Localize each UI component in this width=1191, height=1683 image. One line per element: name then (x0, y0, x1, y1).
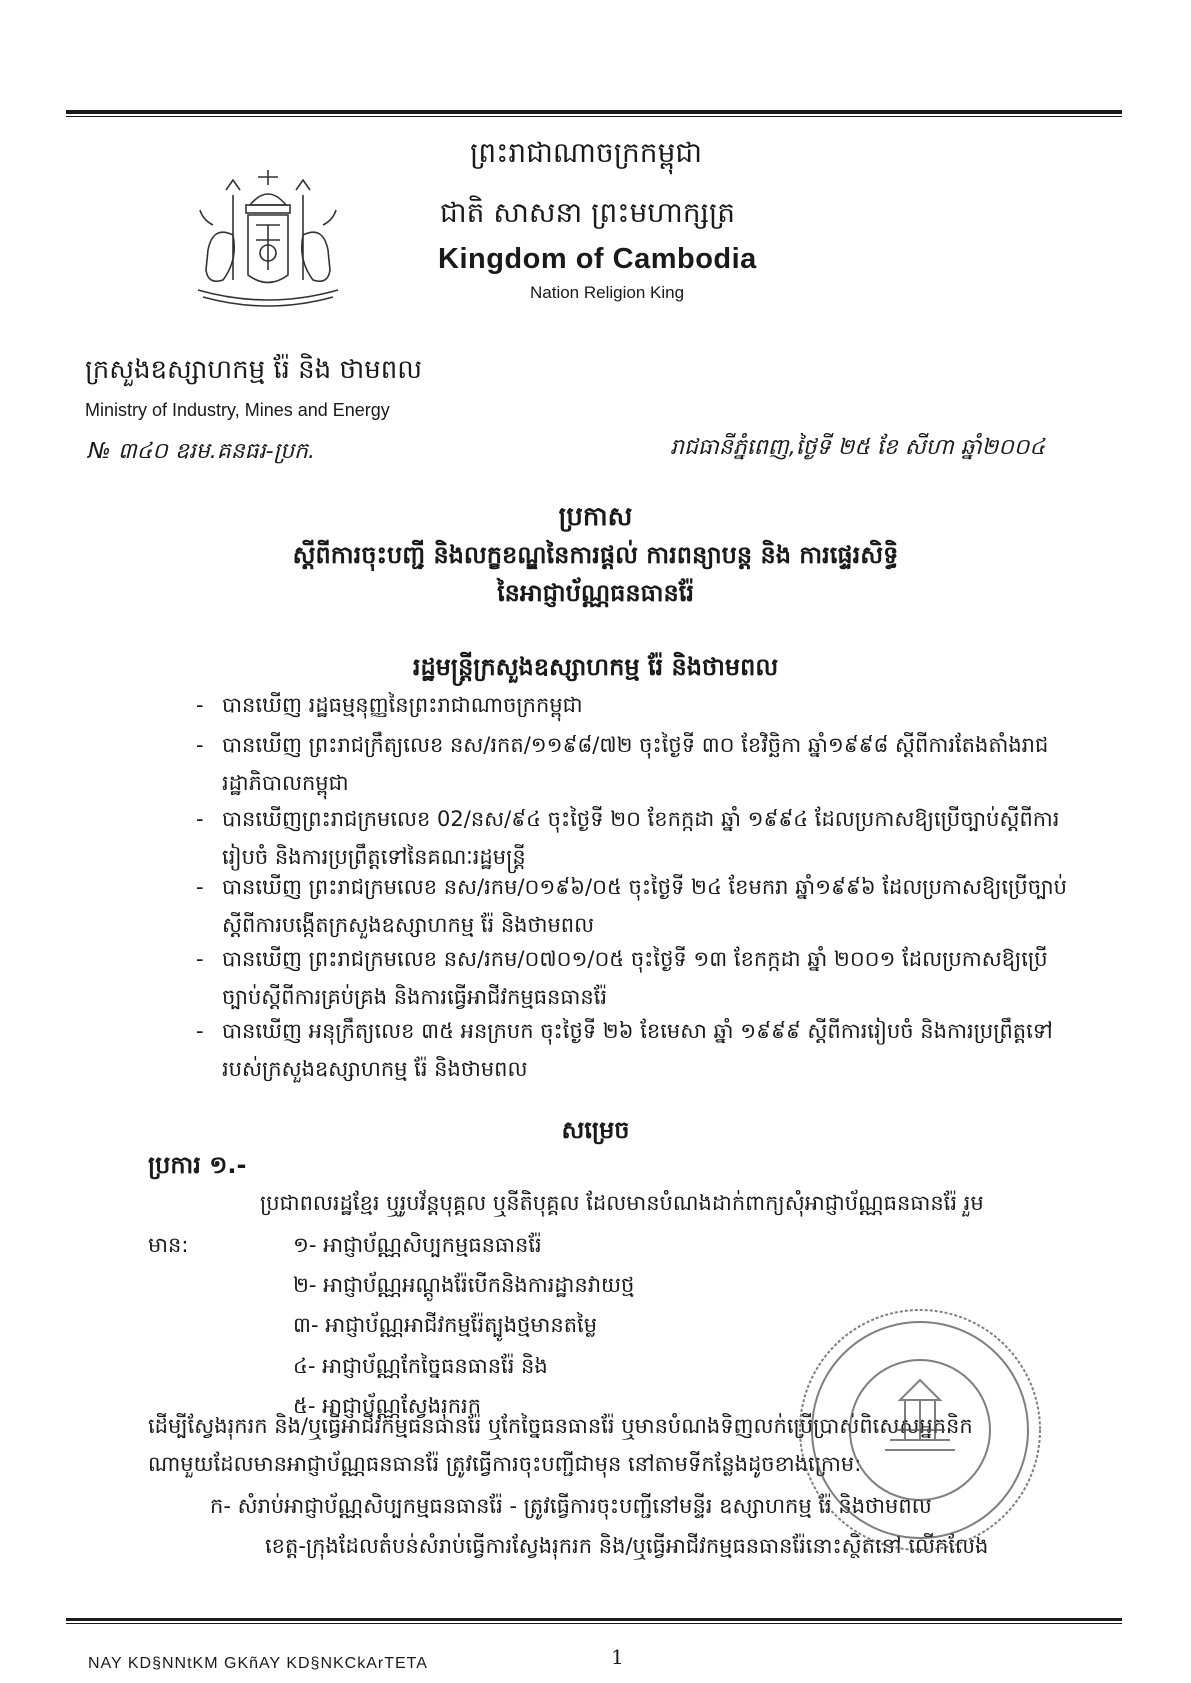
visa-text: បានឃើញ ព្រះរាជក្រឹត្យលេខ នស/រកត/១១៩៨/៧២ ចុះថ្ងៃទី ៣០ ខែវិច្ឆិកា ឆ្នាំ១៩៩៨ ស្ដីពីការតែងតាំងរាជរដ្ឋាភិបាលកម្ពុជា (222, 733, 1049, 795)
item-ka-line-1: ក- សំរាប់អាជ្ញាប័ណ្ណសិប្បកម្មធនធានរ៉ែ - ត្រូវធ្វើការចុះបញ្ជីនៅមន្ទីរ ឧស្សាហកម្ម រ៉ែ និងថាមពល (210, 1494, 932, 1518)
reference-number: № ៣៤០ ឧរម.គនធរ-ប្រក. (88, 439, 316, 464)
item-ka-line-2: ខេត្ត-ក្រុងដែលតំបន់សំរាប់ធ្វើការស្វែងរុករក និង/ឬធ្វើអាជីវកម្មធនធានរ៉ែនោះស្ថិតនៅ លើកលែង (265, 1534, 989, 1558)
list-dash: - (196, 733, 204, 757)
issue-date: រាជធានីភ្នំពេញ,ថ្ងៃទី ២៥ ខែ សីហា ឆ្នាំ២០០៤ (670, 435, 1045, 460)
list-dash: - (196, 947, 204, 971)
page-number: 1 (611, 1645, 624, 1669)
visa-text: បានឃើញ រដ្ឋធម្មនុញ្ញនៃព្រះរាជាណាចក្រកម្ពុជា (222, 693, 583, 717)
license-item: ៣- អាជ្ញាប័ណ្ណអាជីវកម្មរ៉ែត្បូងថ្មមានតម្លៃ (293, 1313, 598, 1337)
top-rule-thin (66, 116, 1122, 117)
kingdom-name-khmer: ព្រះរាជាណាចក្រកម្ពុជា (470, 136, 703, 169)
visa-text: បានឃើញព្រះរាជក្រមលេខ 02/នស/៩៤ ចុះថ្ងៃទី ២០ ខែកក្កដា ឆ្នាំ ១៩៩៤ ដែលប្រកាសឱ្យប្រើច្បាប់ស្ដីពីការរៀបចំ និងការប្រព្រឹត្តទៅនៃគណៈរដ្ឋមន្ត្រី (222, 807, 1060, 869)
license-item: ១- អាជ្ញាប័ណ្ណសិប្បកម្មធនធានរ៉ែ (293, 1233, 542, 1257)
document-type-title: ប្រកាស (558, 502, 633, 532)
list-dash: - (196, 875, 204, 899)
visa-item (196, 726, 1072, 802)
list-dash: - (196, 693, 204, 717)
license-item: ៤- អាជ្ញាប័ណ្ណកែច្នៃធនធានរ៉ែ និង (293, 1354, 548, 1378)
royal-coat-of-arms-emblem (188, 165, 348, 315)
ministry-name-english: Ministry of Industry, Mines and Energy (85, 400, 390, 420)
visa-item (196, 686, 1072, 724)
visa-text: បានឃើញ អនុក្រឹត្យលេខ ៣៥ អនក្របក ចុះថ្ងៃទី ២៦ ខែមេសា ឆ្នាំ ១៩៩៩ ស្ដីពីការរៀបចំ និងការប្រព្រឹត្តទៅរបស់ក្រសួងឧស្សាហកម្ម រ៉ែ និងថាមពល (222, 1019, 1053, 1081)
license-item: ២- អាជ្ញាប័ណ្ណអណ្ដូងរ៉ែបើកនិងការដ្ឋានវាយថ្ម (293, 1273, 635, 1297)
kingdom-name-english: Kingdom of Cambodia (438, 243, 757, 275)
document-subject-line-1: ស្ដីពីការចុះបញ្ជី និងលក្ខខណ្ឌនៃការផ្ដល់ ការពន្យាបន្ត និង ការផ្ទេរសិទ្ធិ (292, 541, 899, 569)
list-dash: - (196, 807, 204, 831)
article-1-intro: ប្រជាពលរដ្ឋខ្មែរ ឬរូបវ័ន្តបុគ្គល ឬនីតិបុគ្គល ដែលមានបំណងដាក់ពាក្យសុំអាជ្ញាប័ណ្ណធនធានរ៉ែ រួម (260, 1191, 984, 1215)
visa-text: បានឃើញ ព្រះរាជក្រមលេខ នស/រកម/០១៩៦/០៥ ចុះថ្ងៃទី ២៤ ខែមករា ឆ្នាំ១៩៩៦ ដែលប្រកាសឱ្យប្រើច្បាប់ស្ដីពីការបង្កើតក្រសួងឧស្សាហកម្ម រ៉ែ និងថាមពល (222, 875, 1067, 937)
list-dash: - (196, 1019, 204, 1043)
license-item: ៥- អាជ្ញាប័ណ្ណស្វែងរុករក (293, 1394, 482, 1418)
decision-heading: សម្រេច (561, 1116, 630, 1144)
top-rule (66, 110, 1122, 114)
article-1-label: ប្រការ ១.- (148, 1151, 247, 1179)
document-subject-line-2: នៃអាជ្ញាប័ណ្ណធនធានរ៉ែ (497, 579, 694, 607)
issuer-heading: រដ្ឋមន្ត្រីក្រសួងឧស្សាហកម្ម រ៉ែ និងថាមពល (412, 653, 779, 681)
paragraph-2-line-2: ណាមួយដែលមានអាជ្ញាប័ណ្ណធនធានរ៉ែ ត្រូវធ្វើការចុះបញ្ជីជាមុន នៅតាមទីកន្លែងដូចខាងក្រោម: (148, 1452, 862, 1476)
paragraph-2-line-1: ដើម្បីស្វែងរុករក និង/ឬធ្វើអាជីវកម្មធនធានរ៉ែ ឬកែច្នៃធនធានរ៉ែ ឬមានបំណងទិញលក់ប្រើប្រាស់ពិសេសអ្នកនិក (148, 1414, 973, 1438)
footer-text: NAY KD§NNtKM GKñAY KD§NKCkArTETA (88, 1655, 428, 1672)
bottom-rule (66, 1618, 1122, 1621)
visa-item (196, 800, 1072, 876)
national-motto-khmer: ជាតិ សាសនា ព្រះមហាក្សត្រ (440, 196, 736, 229)
visa-item (196, 1012, 1072, 1088)
official-seal-stamp (790, 1300, 1050, 1560)
include-label: មាន: (148, 1233, 189, 1257)
visa-item (196, 868, 1072, 944)
visa-text: បានឃើញ ព្រះរាជក្រមលេខ នស/រកម/០៧០១/០៥ ចុះថ្ងៃទី ១៣ ខែកក្កដា ឆ្នាំ ២០០១ ដែលប្រកាសឱ្យប្រើច្បាប់ស្ដីពីការគ្រប់គ្រង និងការធ្វើអាជីវកម្មធនធានរ៉ែ (222, 947, 1048, 1009)
visa-item (196, 940, 1072, 1016)
national-motto-english: Nation Religion King (530, 283, 685, 302)
ministry-name-khmer: ក្រសួងឧស្សាហកម្ម រ៉ែ និង ថាមពល (85, 355, 422, 385)
bottom-rule-thin (66, 1623, 1122, 1624)
